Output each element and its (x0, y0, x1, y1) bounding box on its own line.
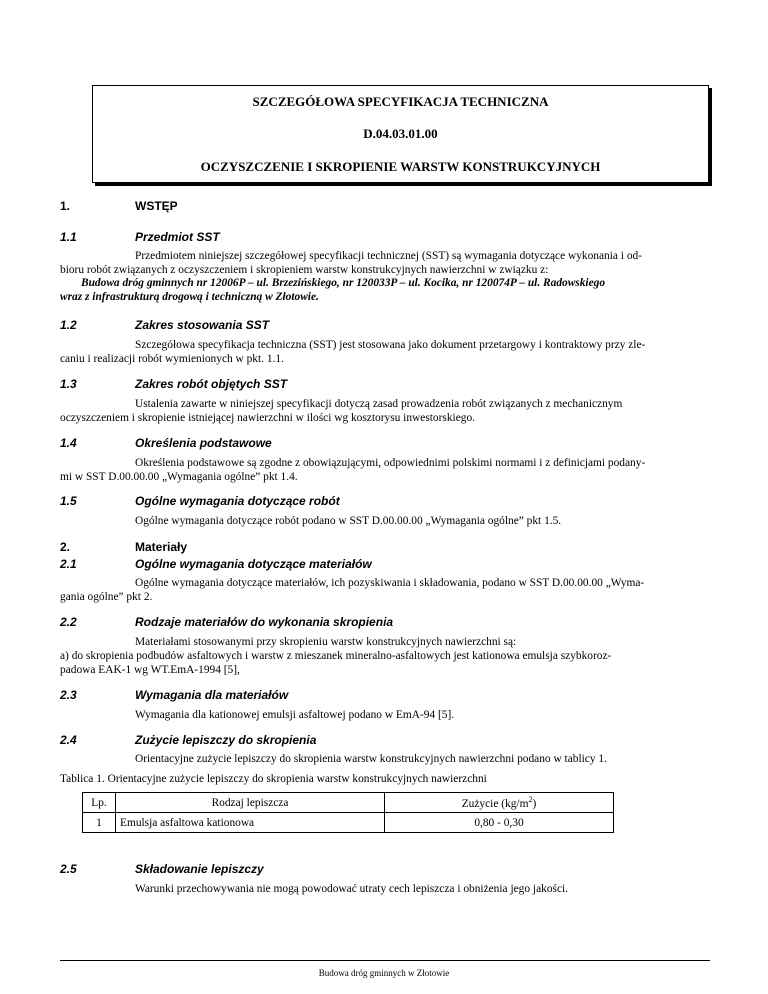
section-number: 2.2 (60, 615, 77, 629)
paragraph-line: Orientacyjne zużycie lepiszczy do skropienia warstw konstrukcyjnych nawierzchni podano w tablicy 1. (135, 753, 607, 765)
section-heading: Zakres robót objętych SST (135, 377, 288, 391)
section-number: 1.3 (60, 377, 77, 391)
paragraph-line: Ustalenia zawarte w niniejszej specyfikacji dotyczą zasad prowadzenia robót związanych z mechanicznym (135, 398, 623, 410)
paragraph-line: Określenia podstawowe są zgodne z obowiązującymi, odpowiednimi polskimi normami i z definicjami podany- (135, 457, 646, 469)
table-cell: 1 (83, 813, 116, 833)
table-caption: Tablica 1. Orientacyjne zużycie lepiszczy do skropienia warstw konstrukcyjnych nawierzchni (60, 773, 487, 785)
section-heading: Określenia podstawowe (135, 436, 272, 450)
table-header-row (83, 793, 614, 813)
section-heading: Ogólne wymagania dotyczące robót (135, 494, 340, 508)
section-number: 2.5 (60, 862, 77, 876)
section-number: 2.1 (60, 557, 77, 571)
project-name: Budowa dróg gminnych nr 12006P – ul. Brzezińskiego, nr 120033P – ul. Kocika, nr 120074P – ul. Radowskiego (81, 277, 606, 289)
section-heading: Wymagania dla materiałów (135, 688, 289, 702)
section-number: 1.1 (60, 230, 77, 244)
doc-code: D.04.03.01.00 (363, 126, 438, 141)
section-number: 2. (60, 540, 71, 554)
section-heading: Rodzaje materiałów do wykonania skropienia (135, 615, 394, 629)
usage-header-close: ) (532, 797, 537, 810)
paragraph-line: Wymagania dla kationowej emulsji asfaltowej podano w EmA-94 [5]. (135, 709, 455, 721)
paragraph-line: a) do skropienia podbudów asfaltowych i warstw z mieszanek mineralno-asfaltowych jest kationowa emulsja szybkoroz- (60, 650, 612, 662)
paragraph-line: oczyszczeniem i skropienie istniejącej nawierzchni w ilości wg kosztorysu inwestorskiego. (60, 412, 476, 424)
paragraph-line: Materiałami stosowanymi przy skropieniu warstw konstrukcyjnych nawierzchni są: (135, 636, 517, 648)
table-cell: Emulsja asfaltowa kationowa (116, 813, 385, 833)
paragraph-line: mi w SST D.00.00.00 „Wymagania ogólne” pkt 1.4. (60, 471, 298, 483)
paragraph-line: Przedmiotem niniejszej szczegółowej specyfikacji technicznej (SST) są wymagania dotyczące wykonania i od- (135, 250, 643, 262)
page-footer: Budowa dróg gminnych w Złotowie (318, 968, 450, 978)
binder-usage-table (82, 792, 614, 833)
paragraph-line: Ogólne wymagania dotyczące materiałów, ich pozyskiwania i składowania, podano w SST D.00.00.00 „Wyma- (135, 577, 645, 589)
paragraph-line: Warunki przechowywania nie mogą powodować utraty cech lepiszcza i obniżenia jego jakości. (135, 883, 569, 895)
table-header-cell: Rodzaj lepiszcza (116, 793, 385, 813)
paragraph-line: gania ogólne” pkt 2. (60, 591, 153, 603)
table-header-cell (385, 793, 614, 813)
section-heading: Składowanie lepiszczy (135, 862, 264, 876)
section-number: 1.4 (60, 436, 77, 450)
paragraph-line: bioru robót związanych z oczyszczeniem i skropieniem warstw konstrukcyjnych nawierzchni w związku z: (60, 264, 549, 276)
doc-subtitle: OCZYSZCZENIE I SKROPIENIE WARSTW KONSTRUKCYJNYCH (200, 159, 601, 174)
footer-rule (60, 960, 710, 961)
project-name: wraz z infrastrukturą drogową i techniczną w Złotowie. (60, 291, 319, 303)
doc-title: SZCZEGÓŁOWA SPECYFIKACJA TECHNICZNA (252, 94, 549, 109)
paragraph-line: padowa EAK-1 wg WT.EmA-1994 [5], (60, 664, 240, 676)
section-heading: WSTĘP (135, 199, 178, 213)
paragraph-line: Szczegółowa specyfikacja techniczna (SST) jest stosowana jako dokument przetargowy i kontraktowy przy zle- (135, 339, 646, 351)
section-number: 2.3 (60, 688, 77, 702)
section-number: 1. (60, 199, 71, 213)
section-number: 1.2 (60, 318, 77, 332)
paragraph-line: caniu i realizacji robót wymienionych w pkt. 1.1. (60, 353, 284, 365)
usage-header-sup: 2 (528, 795, 533, 805)
table-row (83, 813, 614, 833)
section-heading: Przedmiot SST (135, 230, 220, 244)
title-box (92, 85, 709, 183)
section-number: 2.4 (60, 733, 77, 747)
section-heading: Materiały (135, 540, 188, 554)
table-header-cell: Lp. (83, 793, 116, 813)
table-cell: 0,80 - 0,30 (385, 813, 614, 833)
section-number: 1.5 (60, 494, 77, 508)
paragraph-line: Ogólne wymagania dotyczące robót podano w SST D.00.00.00 „Wymagania ogólne” pkt 1.5. (135, 515, 562, 527)
usage-header-text: Zużycie (kg/m (461, 797, 529, 810)
section-heading: Ogólne wymagania dotyczące materiałów (135, 557, 372, 571)
section-heading: Zakres stosowania SST (135, 318, 270, 332)
section-heading: Zużycie lepiszczy do skropienia (135, 733, 317, 747)
